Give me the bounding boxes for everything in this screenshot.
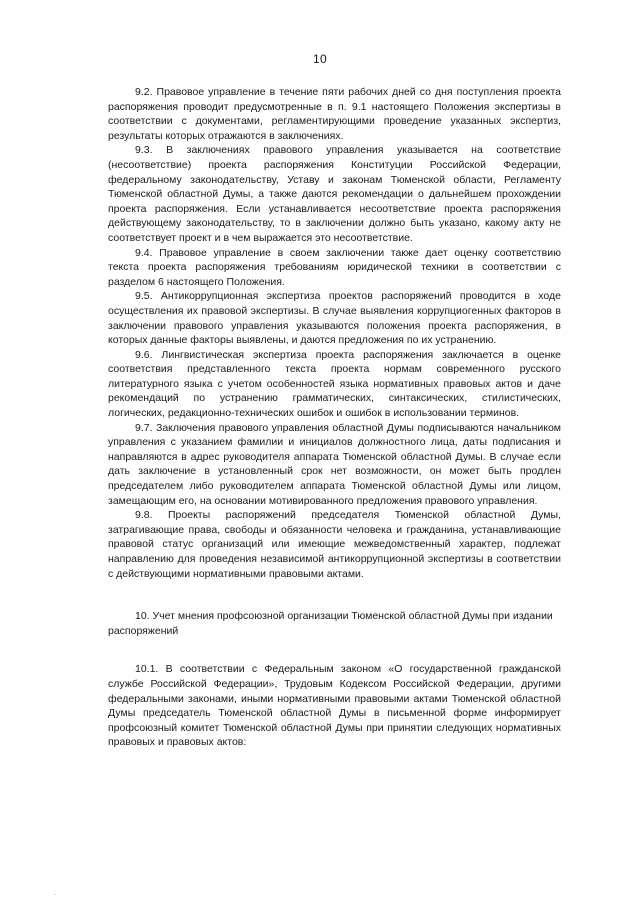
paragraph-10-1: 10.1. В соответствии с Федеральным законом «О государственной гражданской службе Российской Федерации», Трудовым Кодексом Российской Федерации, другими федеральными законами, иными нормативными правовыми актами Тюменской областной Думы председатель Тюменской областной Думы в письменной форме информирует профсоюзный комитет Тюменской областной Думы при принятии следующих нормативных правовых и правовых актов:	[108, 663, 561, 749]
paragraph-9-6: 9.6. Лингвистическая экспертиза проекта распоряжения заключается в оценке соответствия представленного текста проекта нормам современного русского литературного языка с учетом особенностей языка нормативных правовых актов и даче рекомендаций по устранению грамматических, синтаксических, стилистических, логических, редакционно-технических ошибок и ошибок в использовании терминов.	[108, 348, 561, 420]
paragraph-9-2: 9.2. Правовое управление в течение пяти рабочих дней со дня поступления проекта распоряжения проводит предусмотренные в п. 9.1 настоящего Положения экспертизы в соответствии с документами, регламентирующими проведение указанных экспертиз, результаты которых отражаются в заключениях.	[108, 86, 561, 142]
footer-mark: .	[54, 890, 56, 897]
paragraph-9-7: 9.7. Заключения правового управления областной Думы подписываются начальником управления с указанием фамилии и инициалов должностного лица, даты подписания и направляются в адрес руководителя аппарата Тюменской областной Думы. В случае если дать заключение в установленный срок нет возможности, он может быть продлен председателем либо руководителем аппарата Тюменской областной Думы или лицом, замещающим его, на основании мотивированного предложения правового управления.	[108, 421, 561, 507]
section-10-heading: 10. Учет мнения профсоюзной организации Тюменской областной Думы при издании распоряжений	[108, 610, 553, 637]
document-body	[108, 85, 561, 750]
paragraph-9-3: 9.3. В заключениях правового управления указывается на соответствие (несоответствие) проекта распоряжения Конституции Российской Федерации, федеральному законодательству, Уставу и законам Тюменской области, Регламенту Тюменской областной Думы, а также даются рекомендации о дальнейшем прохождении проекта распоряжения. Если устанавливается несоответствие проекта распоряжения действующему законодательству, то в заключении должно быть указано, какому акту не соответствует проект и в чем выражается это несоответствие.	[108, 144, 561, 244]
paragraph-9-5: 9.5. Антикоррупционная экспертиза проектов распоряжений проводится в ходе осуществления их правовой экспертизы. В случае выявления коррупциогенных факторов в заключении правового управления указываются положения проекта распоряжения, в которых данные факторы выявлены, и даются предложения по их устранению.	[108, 290, 561, 347]
paragraph-9-8: 9.8. Проекты распоряжений председателя Тюменской областной Думы, затрагивающие права, свободы и обязанности человека и гражданина, устанавливающие правовой статус организаций или имеющие межведомственный характер, подлежат направлению для проведения независимой антикоррупционной экспертизы в соответствии с действующими нормативными правовыми актами.	[108, 509, 561, 580]
page-number: 10	[313, 52, 327, 66]
paragraph-9-4: 9.4. Правовое управление в своем заключении также дает оценку соответствию текста проекта распоряжения требованиям юридической техники в соответствии с разделом 6 настоящего Положения.	[108, 246, 561, 288]
